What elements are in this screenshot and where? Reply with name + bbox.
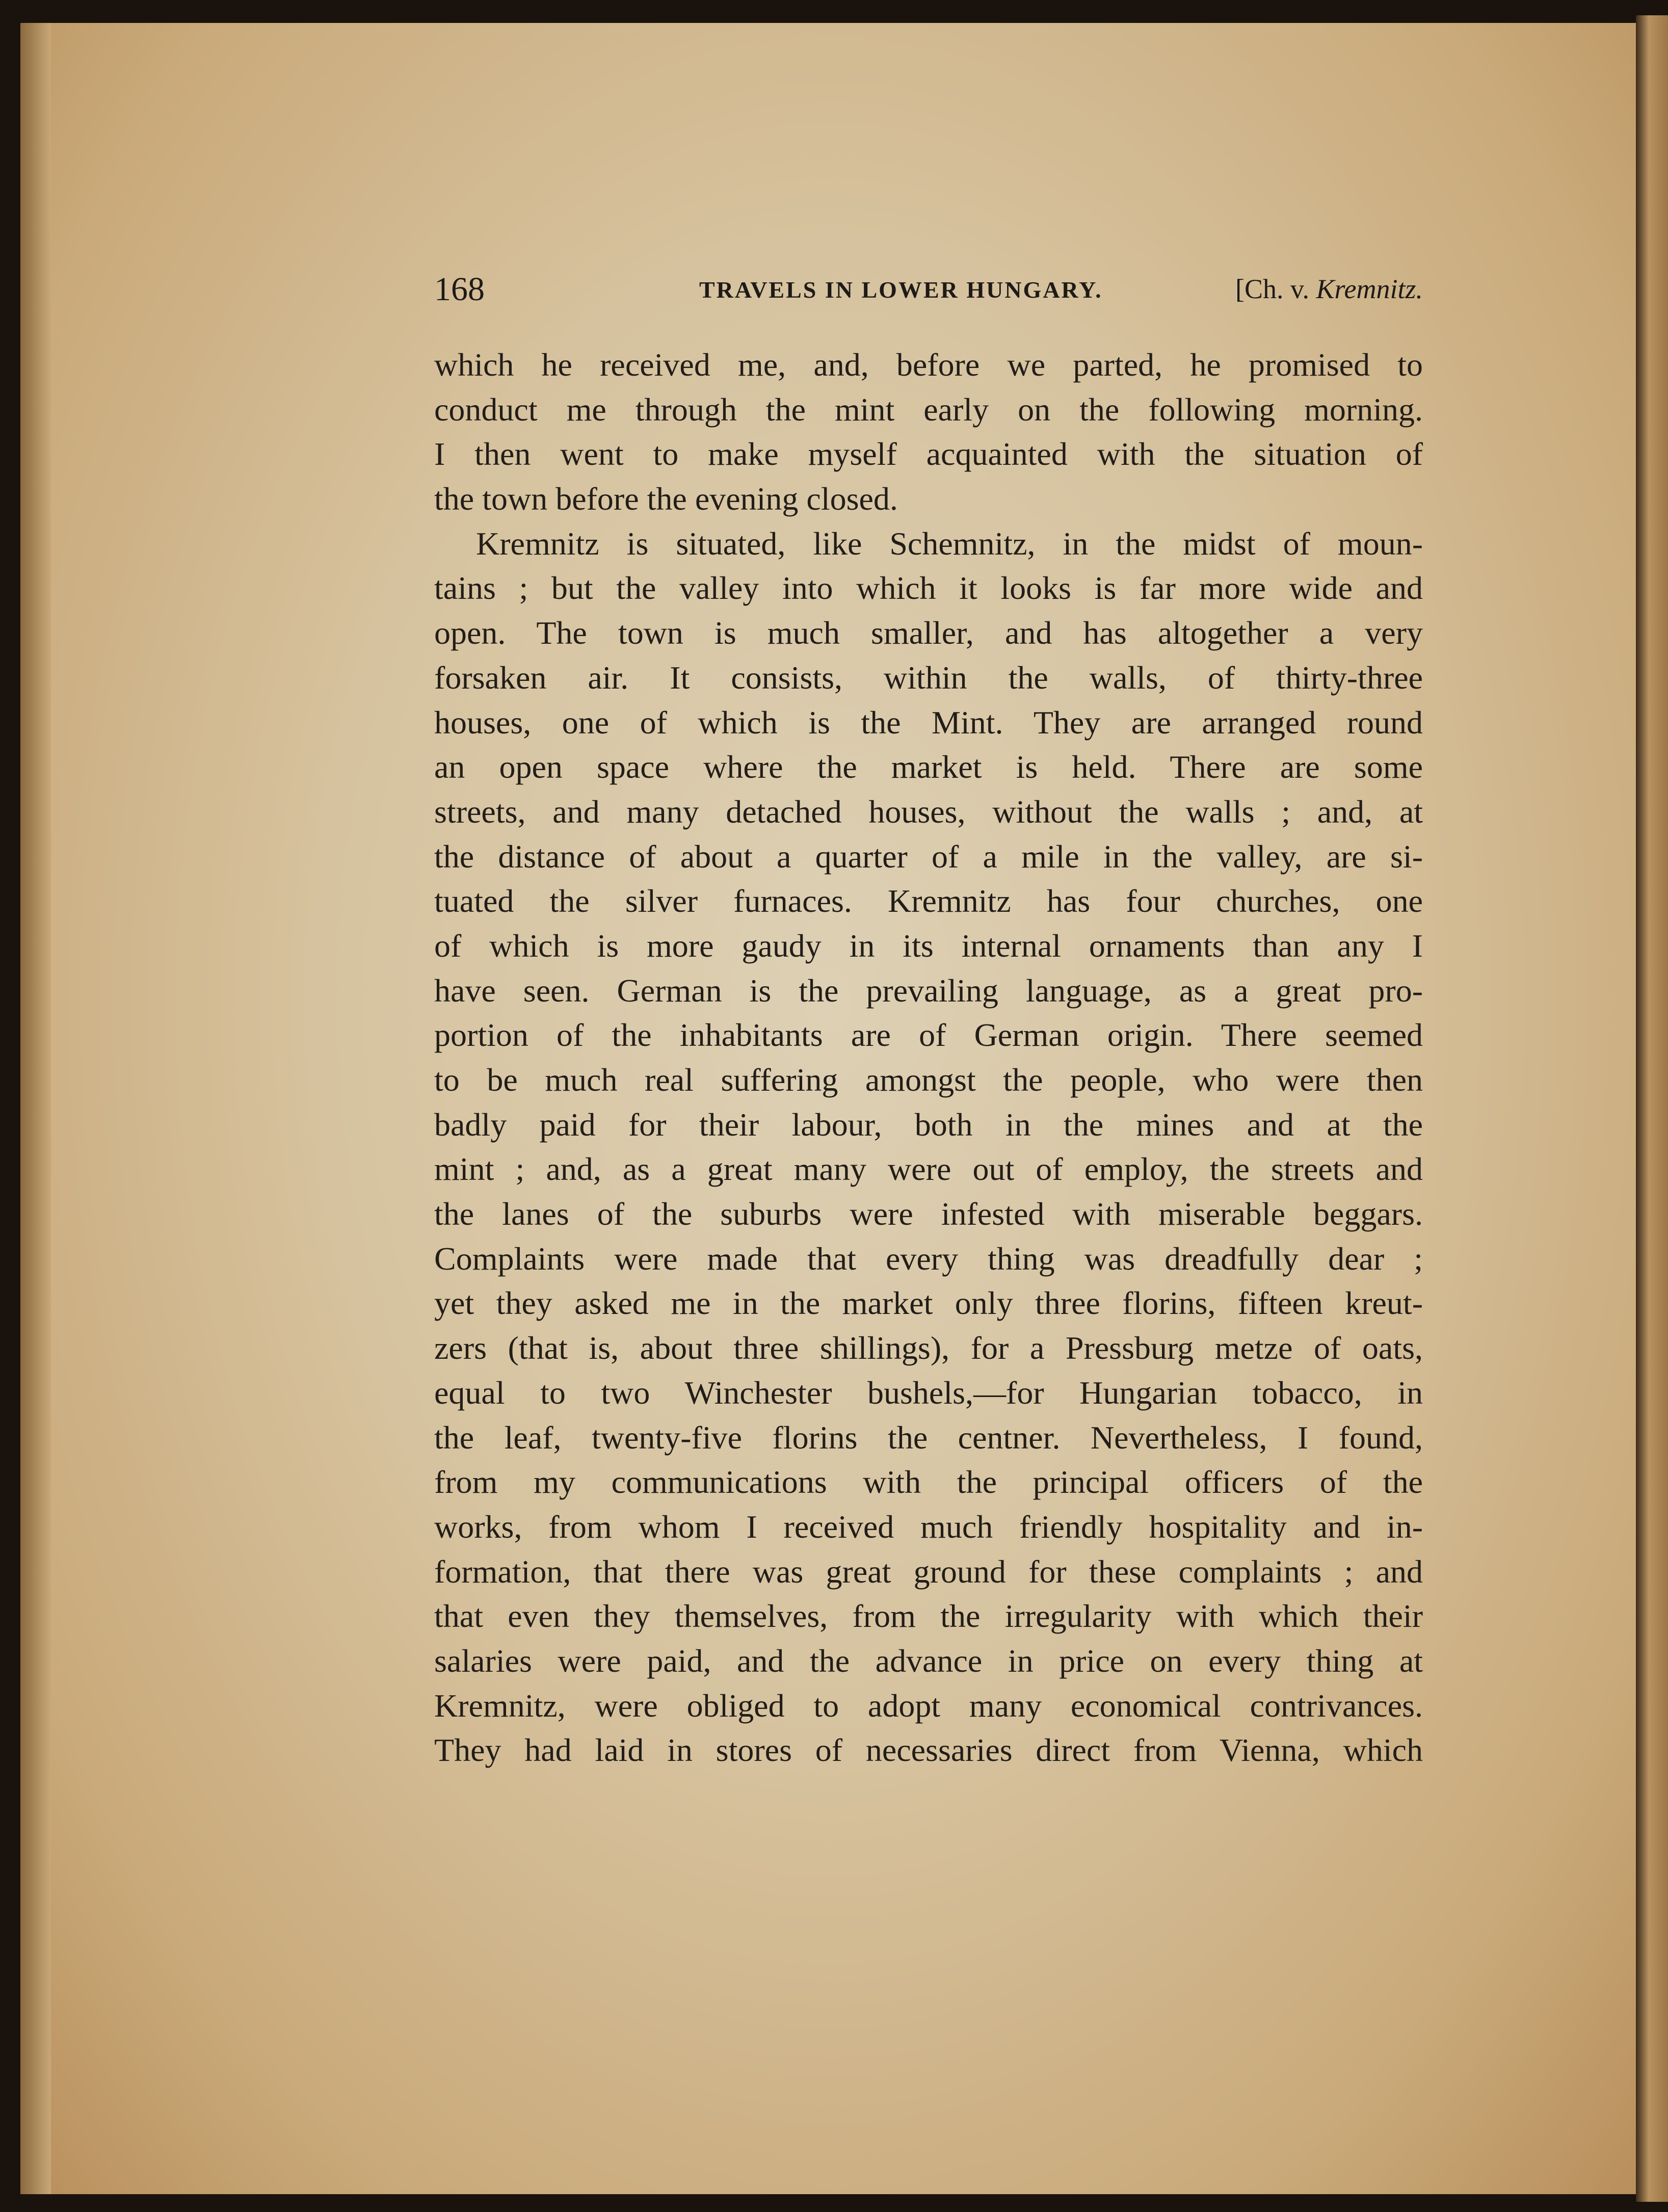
text-line: forsaken air. It consists, within the walls, of thirty-three <box>434 659 1423 696</box>
text-line: from my communications with the principal officers of the <box>434 1464 1423 1500</box>
text-line: the town before the evening closed. <box>434 481 898 517</box>
text-line: equal to two Winchester bushels,—for Hungarian tobacco, in <box>434 1374 1423 1411</box>
text-line: the lanes of the suburbs were infested with miserable beggars. <box>434 1196 1423 1232</box>
adjacent-page-edge <box>1636 15 1668 2202</box>
chapter-prefix: [Ch. v. <box>1235 274 1309 304</box>
text-line: works, from whom I received much friendly hospitality and in- <box>434 1508 1423 1545</box>
text-line: the leaf, twenty-five florins the centner. Nevertheless, I found, <box>434 1419 1423 1456</box>
text-line: of which is more gaudy in its internal ornaments than any I <box>434 927 1423 964</box>
text-line: houses, one of which is the Mint. They are arranged round <box>434 704 1423 741</box>
text-line: streets, and many detached houses, without the walls ; and, at <box>434 793 1423 830</box>
text-line: zers (that is, about three shillings), for a Pressburg metze of oats, <box>434 1330 1423 1366</box>
page-number: 168 <box>434 271 485 308</box>
paragraph <box>434 343 1423 521</box>
text-line: Complaints were made that every thing was dreadfully dear ; <box>434 1240 1423 1277</box>
text-line: to be much real suffering amongst the people, who were then <box>434 1062 1423 1098</box>
text-line: conduct me through the mint early on the following morning. <box>434 391 1423 428</box>
text-line: portion of the inhabitants are of German origin. There seemed <box>434 1017 1423 1054</box>
running-header <box>434 270 1423 311</box>
text-line: have seen. German is the prevailing language, as a great pro- <box>434 972 1423 1009</box>
paragraph <box>434 521 1423 1773</box>
chapter-place: Kremnitz. <box>1316 274 1423 304</box>
text-line: tains ; but the valley into which it looks is far more wide and <box>434 570 1423 607</box>
text-line: Kremnitz, were obliged to adopt many economical contrivances. <box>434 1687 1423 1724</box>
running-title: TRAVELS IN LOWER HUNGARY. <box>699 277 1103 303</box>
chapter-reference <box>1235 273 1423 305</box>
text-line: which he received me, and, before we parted, he promised to <box>434 347 1423 383</box>
text-line: an open space where the market is held. There are some <box>434 749 1423 785</box>
text-line: I then went to make myself acquainted with the situation of <box>434 436 1423 472</box>
text-line: tuated the silver furnaces. Kremnitz has four churches, one <box>434 883 1423 919</box>
text-line: that even they themselves, from the irregularity with which their <box>434 1598 1423 1635</box>
text-line: the distance of about a quarter of a mile in the valley, are si- <box>434 838 1423 875</box>
text-line: They had laid in stores of necessaries direct from Vienna, which <box>434 1732 1423 1769</box>
text-line: open. The town is much smaller, and has altogether a very <box>434 615 1423 651</box>
text-line: formation, that there was great ground for these complaints ; and <box>434 1553 1423 1590</box>
body-text <box>434 343 1423 1773</box>
text-line: Kremnitz is situated, like Schemnitz, in the midst of moun- <box>476 525 1423 562</box>
text-line: badly paid for their labour, both in the mines and at the <box>434 1106 1423 1143</box>
text-line: mint ; and, as a great many were out of employ, the streets and <box>434 1151 1423 1188</box>
text-line: salaries were paid, and the advance in price on every thing at <box>434 1642 1423 1679</box>
text-line: yet they asked me in the market only three florins, fifteen kreut- <box>434 1285 1423 1322</box>
